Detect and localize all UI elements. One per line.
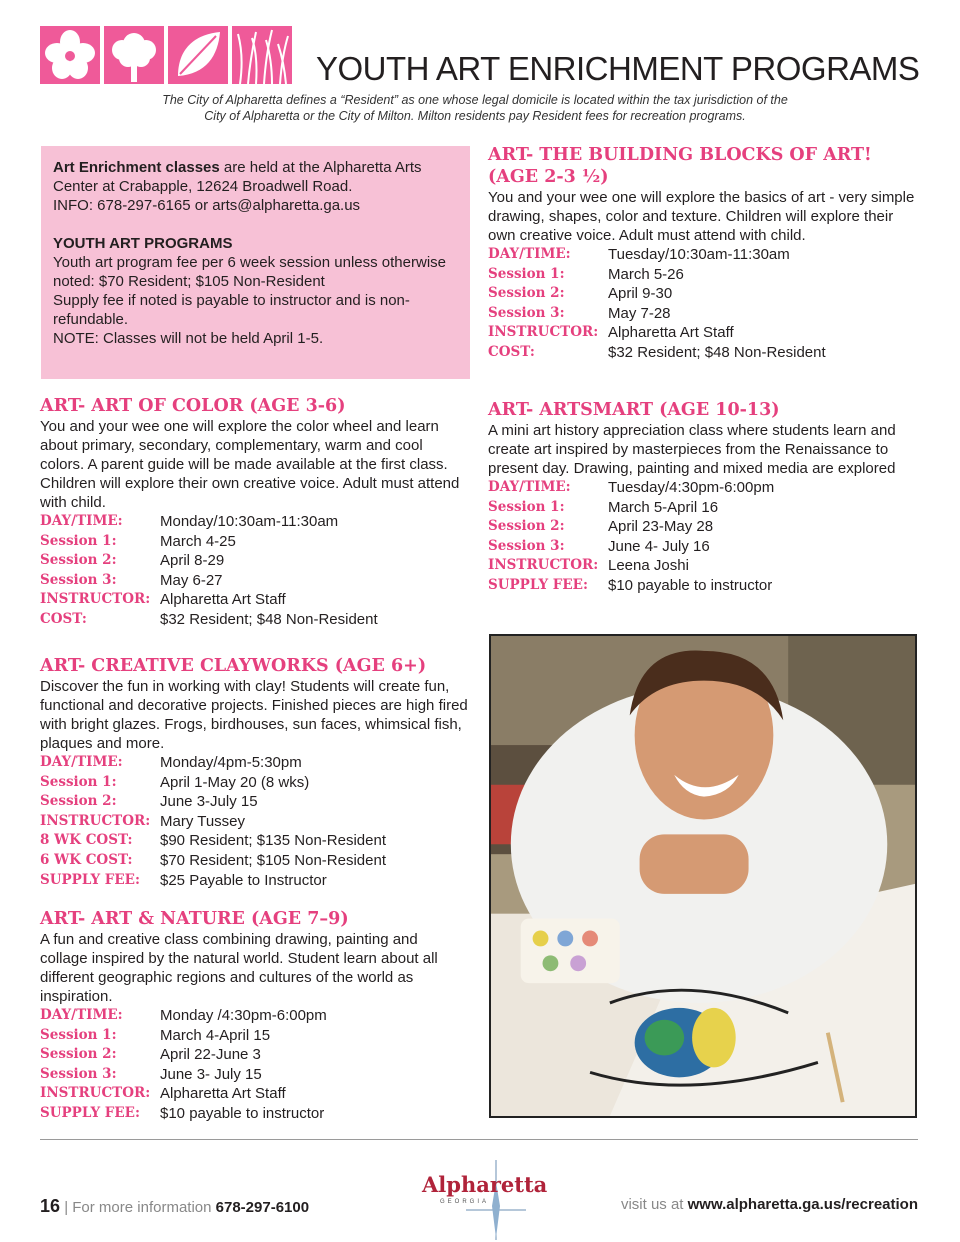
leaf-icon bbox=[168, 26, 228, 84]
schedule-value: March 5-April 16 bbox=[608, 498, 719, 516]
schedule-label: DAY/TIME: bbox=[488, 479, 571, 495]
schedule-label: INSTRUCTOR: bbox=[40, 1085, 151, 1102]
info-intro-bold: Art Enrichment classes bbox=[53, 159, 220, 176]
schedule-label: Session 2: bbox=[40, 793, 117, 810]
schedule-row bbox=[488, 323, 918, 343]
schedule-row bbox=[40, 773, 468, 793]
schedule-label: SUPPLY FEE: bbox=[40, 871, 140, 888]
schedule-row bbox=[40, 610, 468, 630]
schedule-value: Leena Joshi bbox=[608, 557, 689, 575]
info-contact: INFO: 678-297-6165 or arts@alpharetta.ga.us bbox=[53, 197, 361, 214]
section-description: You and your wee one will explore the color wheel and learn about primary, secondary, complementary, warm and cool colors. A parent guide will be made available at the first class. Children will explore their own creative voice. Adult must attend with child. bbox=[40, 418, 460, 511]
schedule-row bbox=[488, 265, 918, 285]
logo-subtitle: GEORGIA bbox=[440, 1199, 490, 1205]
section-description: A mini art history appreciation class where students learn and create art inspired by masterpieces from the Renaissance to present day. Drawing, painting and mixed media are explored bbox=[488, 422, 896, 477]
page-title: YOUTH ART ENRICHMENT PROGRAMS bbox=[316, 50, 920, 87]
schedule-value: $32 Resident; $48 Non-Resident bbox=[608, 343, 826, 361]
schedule-value: $70 Resident; $105 Non-Resident bbox=[160, 851, 386, 869]
schedule-row bbox=[488, 556, 918, 576]
schedule-rows bbox=[488, 245, 918, 363]
schedule-label: 6 WK COST: bbox=[40, 851, 133, 868]
section-creative-clayworks bbox=[40, 655, 468, 890]
footer-website bbox=[621, 1196, 918, 1213]
schedule-label: DAY/TIME: bbox=[488, 246, 571, 262]
schedule-value: Monday/4pm-5:30pm bbox=[160, 754, 302, 771]
header-icons bbox=[40, 26, 292, 84]
section-title: ART- ART & NATURE (AGE 7–9) bbox=[40, 909, 349, 929]
schedule-row bbox=[488, 517, 918, 537]
schedule-value: June 3- July 15 bbox=[160, 1065, 262, 1083]
schedule-label: Session 2: bbox=[488, 285, 565, 302]
schedule-row bbox=[40, 590, 468, 610]
schedule-label: Session 3: bbox=[488, 537, 565, 554]
schedule-value: Tuesday/10:30am-11:30am bbox=[608, 246, 790, 263]
schedule-value: Monday/10:30am-11:30am bbox=[160, 513, 339, 530]
schedule-label: Session 2: bbox=[488, 518, 565, 535]
resident-note-line-2: City of Alpharetta or the City of Milton. Milton residents pay Resident fees for recreation programs. bbox=[204, 109, 746, 123]
schedule-label: INSTRUCTOR: bbox=[488, 324, 599, 341]
schedule-label: Session 3: bbox=[40, 571, 117, 588]
info-box bbox=[41, 146, 470, 379]
schedule-row bbox=[40, 571, 468, 591]
schedule-label: SUPPLY FEE: bbox=[40, 1104, 140, 1121]
info-intro bbox=[53, 158, 458, 196]
info-intro-rest: are held at the Alpharetta Arts Center at Crabapple, 12624 Broadwell Road. bbox=[53, 159, 422, 195]
schedule-value: April 23-May 28 bbox=[608, 518, 714, 536]
grass-icon bbox=[232, 26, 292, 84]
schedule-value: June 3-July 15 bbox=[160, 793, 258, 811]
schedule-label: 8 WK COST: bbox=[40, 832, 133, 849]
section-title-line-1: ART- THE BUILDING BLOCKS OF ART! bbox=[488, 145, 872, 165]
child-painting-photo bbox=[489, 634, 917, 1118]
schedule-label: Session 3: bbox=[488, 304, 565, 321]
tree-icon bbox=[104, 26, 164, 84]
schedule-label: Session 1: bbox=[40, 1026, 117, 1043]
schedule-row bbox=[40, 551, 468, 571]
schedule-rows bbox=[40, 753, 468, 890]
schedule-row bbox=[488, 284, 918, 304]
schedule-row bbox=[488, 498, 918, 518]
visit-text: visit us at bbox=[620, 1196, 688, 1213]
schedule-value: April 9-30 bbox=[608, 285, 673, 303]
programs-heading: YOUTH ART PROGRAMS bbox=[53, 235, 233, 252]
flower-icon bbox=[40, 26, 100, 84]
resident-note bbox=[120, 92, 830, 124]
alpharetta-logo bbox=[418, 1160, 548, 1240]
logo-wordmark: Alpharetta bbox=[422, 1172, 548, 1197]
schedule-row bbox=[488, 343, 918, 363]
section-description: Discover the fun in working with clay! Students will create fun, functional and decorative projects. Finished pieces are high fired with bright glazes. Frogs, birdhouses, sun faces, whimsical fish, plaques and more. bbox=[40, 678, 468, 752]
resident-note-line-1: The City of Alpharetta defines a “Resident” as one whose legal domicile is located within the tax jurisdiction of the bbox=[162, 93, 788, 107]
schedule-label: Session 1: bbox=[488, 498, 565, 515]
schedule-label: Session 1: bbox=[40, 532, 117, 549]
section-description: A fun and creative class combining drawing, painting and collage inspired by the natural world. Student learn about all different geographic regions and cultures of the world as inspiration. bbox=[40, 931, 438, 1005]
schedule-row bbox=[488, 576, 918, 596]
schedule-value: Mary Tussey bbox=[160, 812, 246, 830]
section-description: You and your wee one will explore the basics of art - very simple drawing, shapes, color and texture. Children will explore their own creative voice. Adult must attend with child. bbox=[488, 189, 915, 244]
schedule-label: DAY/TIME: bbox=[40, 1007, 123, 1023]
schedule-value: $10 payable to instructor bbox=[608, 576, 773, 594]
section-building-blocks bbox=[488, 144, 918, 363]
schedule-value: Alpharetta Art Staff bbox=[160, 591, 286, 609]
schedule-label: Session 1: bbox=[40, 773, 117, 790]
schedule-row bbox=[40, 532, 468, 552]
schedule-value: $25 Payable to Instructor bbox=[160, 871, 327, 889]
schedule-value: Monday /4:30pm-6:00pm bbox=[160, 1007, 327, 1024]
section-title: ART- CREATIVE CLAYWORKS (AGE 6+) bbox=[40, 656, 427, 676]
schedule-row bbox=[40, 1006, 468, 1026]
schedule-value: April 22-June 3 bbox=[160, 1046, 261, 1064]
schedule-row bbox=[488, 245, 918, 265]
schedule-row bbox=[40, 792, 468, 812]
schedule-rows bbox=[40, 512, 468, 630]
schedule-row bbox=[40, 753, 468, 773]
schedule-row bbox=[40, 812, 468, 832]
footer-info bbox=[40, 1196, 309, 1217]
section-art-and-nature bbox=[40, 908, 468, 1124]
schedule-row bbox=[40, 512, 468, 532]
schedule-value: March 4-April 15 bbox=[160, 1026, 271, 1044]
schedule-label: DAY/TIME: bbox=[40, 513, 123, 529]
schedule-row bbox=[40, 1045, 468, 1065]
schedule-row bbox=[40, 1026, 468, 1046]
schedule-value: May 7-28 bbox=[608, 304, 671, 322]
schedule-label: Session 1: bbox=[488, 265, 565, 282]
schedule-row bbox=[488, 304, 918, 324]
schedule-label: COST: bbox=[40, 610, 87, 627]
schedule-value: June 4- July 16 bbox=[608, 537, 710, 555]
fee-line: Youth art program fee per 6 week session unless otherwise noted: $70 Resident; $105 Non-Resident bbox=[53, 254, 446, 290]
schedule-value: $90 Resident; $135 Non-Resident bbox=[160, 832, 386, 850]
schedule-value: May 6-27 bbox=[160, 571, 223, 589]
schedule-value: March 5-26 bbox=[608, 265, 684, 283]
footer-phone: 678-297-6100 bbox=[215, 1199, 310, 1216]
schedule-value: $10 payable to instructor bbox=[160, 1104, 325, 1122]
section-title: ART- ARTSMART (AGE 10-13) bbox=[488, 400, 780, 420]
schedule-row bbox=[40, 1065, 468, 1085]
schedule-row bbox=[40, 871, 468, 891]
schedule-row bbox=[40, 851, 468, 871]
website-link[interactable]: www.alpharetta.ga.us/recreation bbox=[687, 1196, 918, 1213]
section-art-of-color bbox=[40, 395, 468, 630]
schedule-row bbox=[40, 831, 468, 851]
schedule-label: Session 2: bbox=[40, 552, 117, 569]
schedule-value: $32 Resident; $48 Non-Resident bbox=[160, 610, 378, 628]
supply-line: Supply fee if noted is payable to instructor and is non-refundable. bbox=[53, 292, 410, 328]
more-info-text: | For more information bbox=[64, 1199, 216, 1216]
schedule-value: Alpharetta Art Staff bbox=[160, 1085, 286, 1103]
schedule-label: Session 2: bbox=[40, 1046, 117, 1063]
section-title-line-2: (AGE 2-3 ½) bbox=[488, 167, 609, 187]
note-line: NOTE: Classes will not be held April 1-5. bbox=[53, 330, 324, 347]
schedule-label: DAY/TIME: bbox=[40, 754, 123, 770]
schedule-label: SUPPLY FEE: bbox=[488, 576, 588, 593]
schedule-value: April 8-29 bbox=[160, 552, 225, 570]
schedule-row bbox=[40, 1084, 468, 1104]
schedule-row bbox=[40, 1104, 468, 1124]
section-artsmart bbox=[488, 399, 918, 596]
schedule-value: March 4-25 bbox=[160, 532, 236, 550]
page-number: 16 bbox=[40, 1196, 61, 1216]
schedule-rows bbox=[40, 1006, 468, 1124]
schedule-label: INSTRUCTOR: bbox=[40, 812, 151, 829]
section-title: ART- ART OF COLOR (AGE 3-6) bbox=[40, 396, 346, 416]
schedule-row bbox=[488, 478, 918, 498]
schedule-label: COST: bbox=[488, 343, 535, 360]
schedule-value: Alpharetta Art Staff bbox=[608, 324, 734, 342]
schedule-label: INSTRUCTOR: bbox=[40, 591, 151, 608]
schedule-rows bbox=[488, 478, 918, 596]
footer-divider bbox=[40, 1139, 918, 1140]
schedule-value: Tuesday/4:30pm-6:00pm bbox=[608, 479, 775, 496]
schedule-value: April 1-May 20 (8 wks) bbox=[160, 773, 310, 791]
schedule-label: Session 3: bbox=[40, 1065, 117, 1082]
schedule-label: INSTRUCTOR: bbox=[488, 557, 599, 574]
schedule-row bbox=[488, 537, 918, 557]
